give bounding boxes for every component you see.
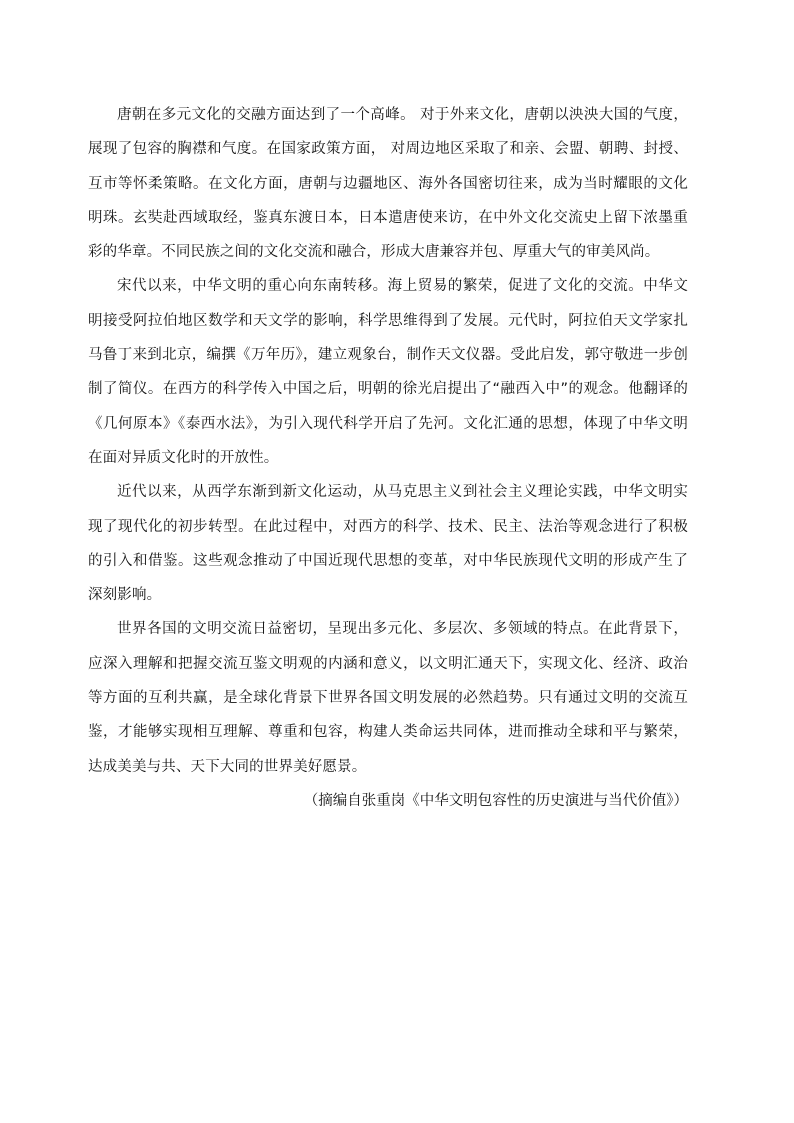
document-page [88, 98, 688, 818]
paragraph-civilization-exchange: 世界各国的文明交流日益密切，呈现出多元化、多层次、多领域的特点。在此背景下，应深入理解和把握交流互鉴文明观的内涵和意义，以文明汇通天下，实现文化、经济、政治等方面的互利共赢，是全球化背景下世界各国文明发展的必然趋势。只有通过文明的交流互鉴，才能够实现相互理解、尊重和包容，构建人类命运共同体，进而推动全球和平与繁荣，达成美美与共、天下大同的世界美好愿景。 [88, 621, 688, 775]
paragraph-modern-era: 近代以来，从西学东渐到新文化运动，从马克思主义到社会主义理论实践，中华文明实现了现代化的初步转型。在此过程中，对西方的科学、技术、民主、法治等观念进行了积极的引入和借鉴。这些观念推动了中国近现代思想的变革，对中华民族现代文明的形成产生了深刻影响。 [88, 484, 688, 604]
paragraph-tang-dynasty: 唐朝在多元文化的交融方面达到了一个高峰。 对于外来文化，唐朝以泱泱大国的气度，展现了包容的胸襟和气度。在国家政策方面， 对周边地区采取了和亲、会盟、朝聘、封授、互市等怀柔策略。在文化方面，唐朝与边疆地区、海外各国密切往来，成为当时耀眼的文化明珠。玄奘赴西域取经，鉴真东渡日本，日本遣唐使来访，在中外文化交流史上留下浓墨重彩的华章。不同民族之间的文化交流和融合，形成大唐兼容并包、厚重大气的审美风尚。 [88, 107, 688, 261]
source-citation: （摘编自张重岗《中华文明包容性的历史演进与当代价值》） [303, 792, 688, 809]
paragraph-song-dynasty: 宋代以来，中华文明的重心向东南转移。海上贸易的繁荣，促进了文化的交流。中华文明接受阿拉伯地区数学和天文学的影响，科学思维得到了发展。元代时，阿拉伯天文学家扎马鲁丁来到北京，编撰《万年历》，建立观象台，制作天文仪器。受此启发，郭守敬进一步创制了简仪。在西方的科学传入中国之后，明朝的徐光启提出了“融西入中”的观念。他翻译的《几何原本》《泰西水法》，为引入现代科学开启了先河。文化汇通的思想，体现了中华文明在面对异质文化时的开放性。 [88, 278, 688, 466]
